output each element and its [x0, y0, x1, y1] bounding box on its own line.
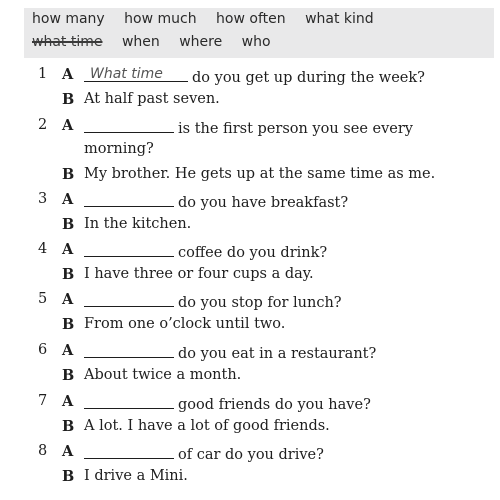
speaker-b-label: B — [62, 216, 75, 233]
item-number: 6 — [38, 342, 48, 358]
answer-blank[interactable] — [84, 393, 174, 409]
question-text — [84, 342, 376, 362]
word-option-used: what time — [32, 34, 103, 50]
answer-text: I drive a Mini. — [84, 468, 188, 484]
question-tail: good friends do you have? — [178, 397, 371, 413]
question-text — [84, 66, 425, 86]
answer-text: In the kitchen. — [84, 216, 192, 232]
answer-blank[interactable] — [84, 117, 174, 133]
answer-blank[interactable] — [84, 66, 188, 82]
question-tail: coffee do you drink? — [178, 245, 328, 261]
item-number: 8 — [38, 443, 48, 459]
question-text-continued: morning? — [84, 141, 154, 157]
question-tail: do you eat in a restaurant? — [178, 346, 377, 362]
question-text — [84, 117, 413, 137]
word-option: where — [179, 34, 223, 50]
speaker-a-label: A — [62, 191, 74, 208]
word-option: when — [121, 34, 160, 50]
answer-text: I have three or four cups a day. — [84, 266, 314, 282]
answer-text: My brother. He gets up at the same time as me. — [84, 166, 436, 182]
answer-text: At half past seven. — [84, 91, 220, 107]
answer-blank[interactable] — [84, 342, 174, 358]
item-number: 2 — [38, 117, 48, 133]
question-text — [84, 393, 371, 413]
answer-blank[interactable] — [84, 443, 174, 459]
answer-text: From one o’clock until two. — [84, 316, 286, 332]
question-text — [84, 443, 324, 463]
answer-text: A lot. I have a lot of good friends. — [84, 418, 330, 434]
speaker-a-label: A — [62, 291, 74, 308]
speaker-b-label: B — [62, 367, 75, 384]
speaker-b-label: B — [62, 166, 75, 183]
word-box-row-2 — [32, 34, 286, 50]
word-option: what kind — [305, 11, 374, 27]
item-number: 4 — [38, 241, 48, 257]
speaker-b-label: B — [62, 91, 75, 108]
speaker-b-label: B — [62, 418, 75, 435]
question-tail: is the first person you see every — [178, 121, 413, 137]
word-option: how much — [124, 11, 197, 27]
speaker-a-label: A — [62, 117, 74, 134]
speaker-b-label: B — [62, 266, 75, 283]
question-text — [84, 191, 348, 211]
word-option: how often — [216, 11, 286, 27]
answer-blank[interactable] — [84, 291, 174, 307]
answer-text: About twice a month. — [84, 367, 242, 383]
word-box — [24, 8, 494, 58]
speaker-b-label: B — [62, 316, 75, 333]
speaker-a-label: A — [62, 241, 74, 258]
question-tail: do you stop for lunch? — [178, 295, 342, 311]
speaker-a-label: A — [62, 393, 74, 410]
word-option: how many — [32, 11, 105, 27]
word-option: who — [241, 34, 271, 50]
item-number: 7 — [38, 393, 48, 409]
question-text — [84, 241, 327, 261]
question-tail: of car do you drive? — [178, 447, 324, 463]
answer-blank[interactable] — [84, 241, 174, 257]
speaker-a-label: A — [62, 443, 74, 460]
speaker-b-label: B — [62, 468, 75, 485]
question-tail: do you have breakfast? — [178, 195, 349, 211]
item-number: 1 — [38, 66, 48, 82]
speaker-a-label: A — [62, 342, 74, 359]
item-number: 5 — [38, 291, 48, 307]
question-tail: do you get up during the week? — [192, 70, 425, 86]
word-box-row-1 — [32, 11, 389, 27]
item-number: 3 — [38, 191, 48, 207]
question-text — [84, 291, 342, 311]
example-answer: What time — [90, 66, 163, 82]
answer-blank[interactable] — [84, 191, 174, 207]
speaker-a-label: A — [62, 66, 74, 83]
